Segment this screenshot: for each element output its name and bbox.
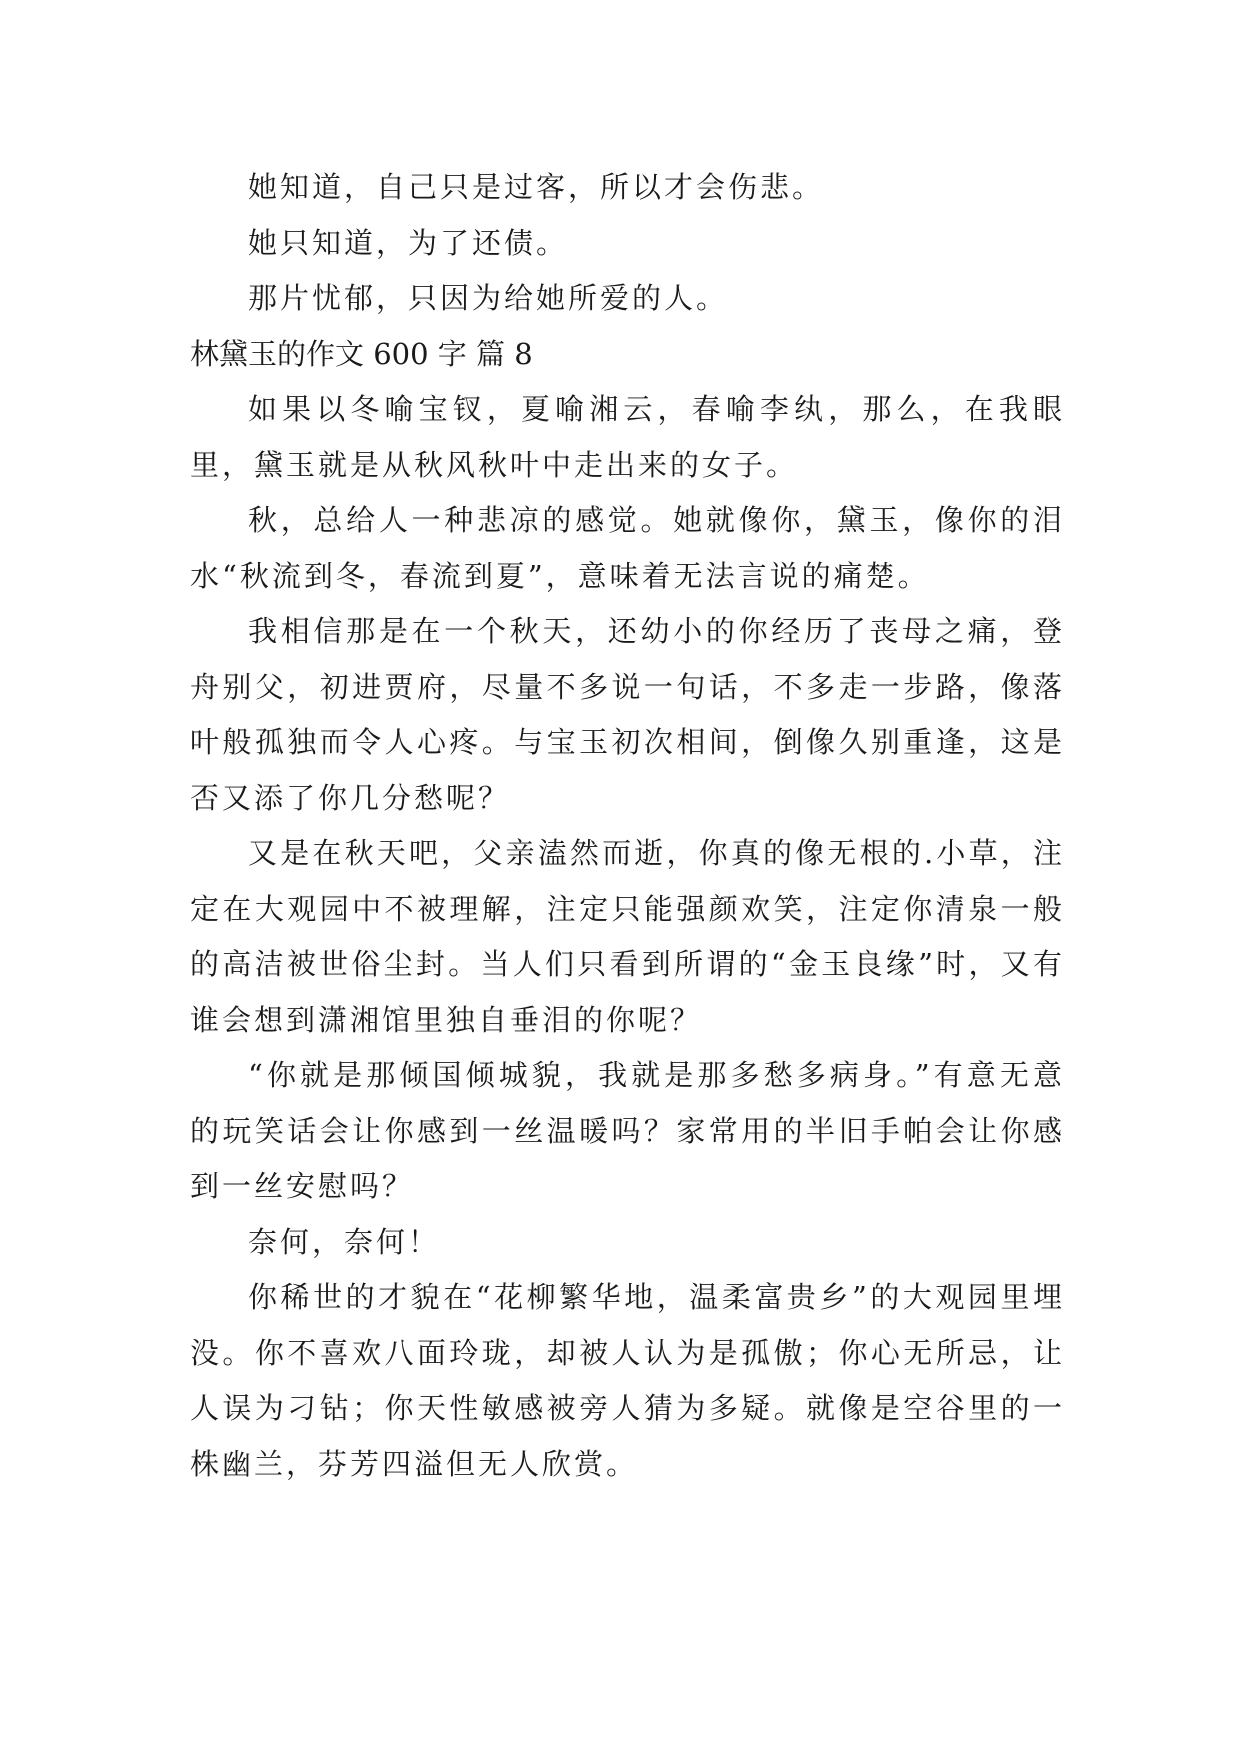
paragraph: 她知道，自己只是过客，所以才会伤悲。	[248, 170, 825, 204]
paragraph: 她只知道，为了还债。	[248, 225, 569, 260]
paragraph: 你稀世的才貌在“花柳繁华地，温柔富贵乡”的大观园里埋没。你不喜欢八面玲珑，却被人认为是孤傲；你心无所忌，让人误为刁钻；你天性敏感被旁人猜为多疑。就像是空谷里的一株幽兰，芬芳四溢但无人欣赏。	[190, 1280, 1065, 1481]
paragraph: 我相信那是在一个秋天，还幼小的你经历了丧母之痛，登舟别父，初进贾府，尽量不多说一句话，不多走一步路，像落叶般孤独而令人心疼。与宝玉初次相间，倒像久别重逢，这是否又添了你几分愁呢？	[190, 614, 1065, 815]
paragraph: 秋，总给人一种悲凉的感觉。她就像你，黛玉，像你的泪水“秋流到冬，春流到夏”，意味着无法言说的痛楚。	[190, 503, 1065, 593]
paragraph: 又是在秋天吧，父亲溘然而逝，你真的像无根的.小草，注定在大观园中不被理解，注定只能强颜欢笑，注定你清泉一般的高洁被世俗尘封。当人们只看到所谓的“金玉良缘”时，又有谁会想到潇湘馆里独自垂泪的你呢？	[190, 836, 1065, 1037]
paragraph: “你就是那倾国倾城貌，我就是那多愁多病身。”有意无意的玩笑话会让你感到一丝温暖吗？家常用的半旧手帕会让你感到一丝安慰吗？	[190, 1058, 1065, 1203]
paragraph: 如果以冬喻宝钗，夏喻湘云，春喻李纨，那么，在我眼里，黛玉就是从秋风秋叶中走出来的女子。	[190, 392, 1065, 482]
paragraph: 那片忧郁，只因为给她所爱的人。	[248, 281, 729, 315]
paragraph: 奈何，奈何！	[248, 1224, 441, 1259]
section-heading: 林黛玉的作文 600 字 篇 8	[190, 336, 533, 371]
document-body	[190, 160, 1065, 1492]
